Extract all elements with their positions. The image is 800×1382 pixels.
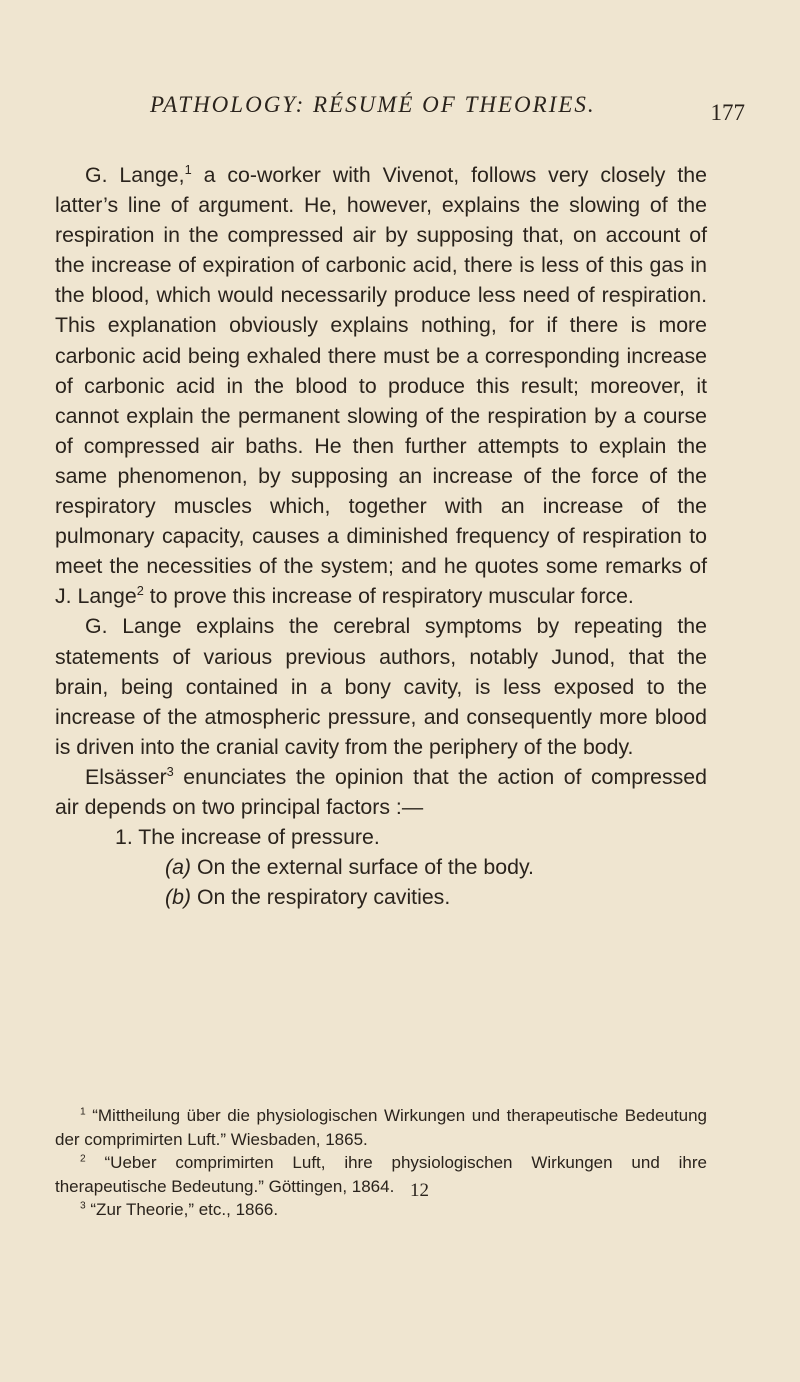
footnote-2 — [55, 1151, 707, 1198]
footnote-ref: 2 — [136, 583, 144, 599]
body-text — [55, 160, 707, 912]
list-item-1: 1. The increase of pressure. — [115, 825, 380, 850]
subitem-marker: (a) — [165, 855, 192, 880]
running-head: PATHOLOGY: RÉSUMÉ OF THEORIES. — [150, 92, 596, 117]
subitem-text: On the external surface of the body. — [191, 855, 534, 880]
list-subitem-b — [55, 882, 707, 912]
footnote-text: “Zur Theorie,” etc., 1866. — [85, 1200, 279, 1219]
page-header — [150, 92, 770, 132]
paragraph-text: a co-worker with Vivenot, follows very closely the latter’s line of argument. He, however, explains the slowing of the respiration in the compressed air by supposing that, on account of the increase of expiration of carbonic acid, there is less of this gas in the blood, which would necessarily produce less need of respiration. This explanation obviously explains nothing, for if there is more carbonic acid being exhaled there must be a corresponding increase of carbonic acid in the blood to produce this result; moreover, it cannot explain the permanent slowing of the respiration by a course of compressed air baths. He then further attempts to explain the same phenomenon, by supposing an increase of the force of the respiratory muscles which, together with an increase of the pulmonary capacity, causes a diminished frequency of respiration to meet the necessities of the system; and he quotes some remarks of J. Lange — [55, 163, 707, 609]
subitem-text: On the respiratory cavities. — [191, 885, 451, 910]
footnote-ref: 3 — [166, 763, 174, 779]
paragraph-text: to prove this increase of respiratory muscular force. — [143, 584, 634, 609]
paragraph-elsasser — [55, 762, 707, 822]
paragraph-text: Elsässer — [85, 764, 167, 789]
footnote-marker: 1 — [80, 1106, 86, 1118]
footnotes — [55, 1104, 707, 1222]
footnote-text: “Ueber comprimirten Luft, ihre physiologischen Wirkungen und ihre therapeutische Bedeutung.” Göttingen, 1864. — [55, 1153, 707, 1196]
paragraph-text: G. Lange, — [85, 163, 185, 187]
signature-mark: 12 — [410, 1180, 429, 1201]
footnote-marker: 2 — [80, 1153, 86, 1165]
paragraph-cerebral: G. Lange explains the cerebral symptoms by repeating the statements of various previous authors, notably Junod, that the brain, being contained in a bony cavity, is less exposed to the increase of the atmospheric pressure, and consequently more blood is driven into the cranial cavity from the periphery of the body. — [55, 614, 707, 759]
paragraph-text: enunciates the opinion that the action of compressed air depends on two principal factors :— — [55, 764, 707, 819]
footnote-marker: 3 — [80, 1200, 86, 1212]
footnote-ref: 1 — [184, 161, 192, 177]
subitem-marker: (b) — [165, 885, 192, 910]
footnote-text: “Mittheilung über die physiologischen Wirkungen und therapeutische Bedeutung der comprimirten Luft.” Wiesbaden, 1865. — [55, 1106, 707, 1149]
page-number: 177 — [710, 100, 745, 125]
paragraph-lange — [55, 160, 707, 611]
footnote-1 — [55, 1104, 707, 1151]
list-subitem-a — [55, 852, 707, 882]
footnote-3 — [55, 1198, 707, 1222]
